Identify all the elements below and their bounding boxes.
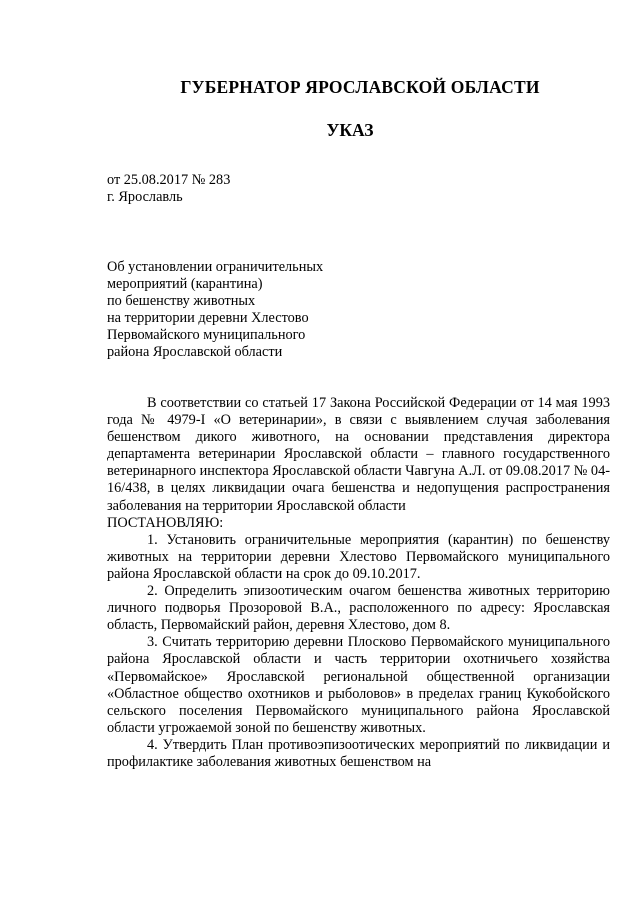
subject-line: Об установлении ограничительных xyxy=(107,259,324,275)
document-type: УКАЗ xyxy=(326,120,374,140)
resolution-item: 4. Утвердить План противоэпизоотических мероприятий по ликвидации и профилактике заболевания животных бешенством на xyxy=(107,736,610,770)
city: г. Ярославль xyxy=(107,189,183,205)
subject-line: мероприятий (карантина) xyxy=(107,276,263,292)
subject-line: района Ярославской области xyxy=(107,344,283,360)
document-body xyxy=(107,395,610,771)
subject-line: Первомайского муниципального xyxy=(107,327,306,343)
subject-line: на территории деревни Хлестово xyxy=(107,310,309,326)
resolution-item: 3. Считать территорию деревни Плосково Первомайского муниципального района Ярославской области и часть территории охотничьего хозяйства «Первомайское» Ярославской региональной общественной организации «Областное общество охотников и рыболовов» в пределах границ Кукобойского сельского поселения Первомайского муниципального района Ярославской области угрожаемой зоной по бешенству животных. xyxy=(107,634,610,736)
resolve-heading: ПОСТАНОВЛЯЮ: xyxy=(107,514,224,531)
date-number: от 25.08.2017 № 283 xyxy=(107,172,231,188)
document-header-title: ГУБЕРНАТОР ЯРОСЛАВСКОЙ ОБЛАСТИ xyxy=(180,77,540,97)
resolution-item: 1. Установить ограничительные мероприятия (карантин) по бешенству животных на территории деревни Хлестово Первомайского муниципального района Ярославской области на срок до 09.10.2017. xyxy=(107,531,610,582)
document-meta xyxy=(107,172,230,206)
subject-line: по бешенству животных xyxy=(107,293,256,309)
preamble-paragraph: В соответствии со статьей 17 Закона Российской Федерации от 14 мая 1993 года № 4979-I «О ветеринарии», в связи с выявлением случая заболевания бешенством дикого животного, на основании представления директора департамента ветеринарии Ярославской области – главного государственного ветеринарного инспектора Ярославской области Чавгуна А.Л. от 09.08.2017 № 04-16/438, в целях ликвидации очага бешенства и недопущения распространения заболевания на территории Ярославской области xyxy=(107,395,610,514)
resolution-item: 2. Определить эпизоотическим очагом бешенства животных территорию личного подворья Прозоровой В.А., расположенного по адресу: Ярославская область, Первомайский район, деревня Хлестово, дом 8. xyxy=(107,583,610,634)
document-subject xyxy=(107,259,367,361)
